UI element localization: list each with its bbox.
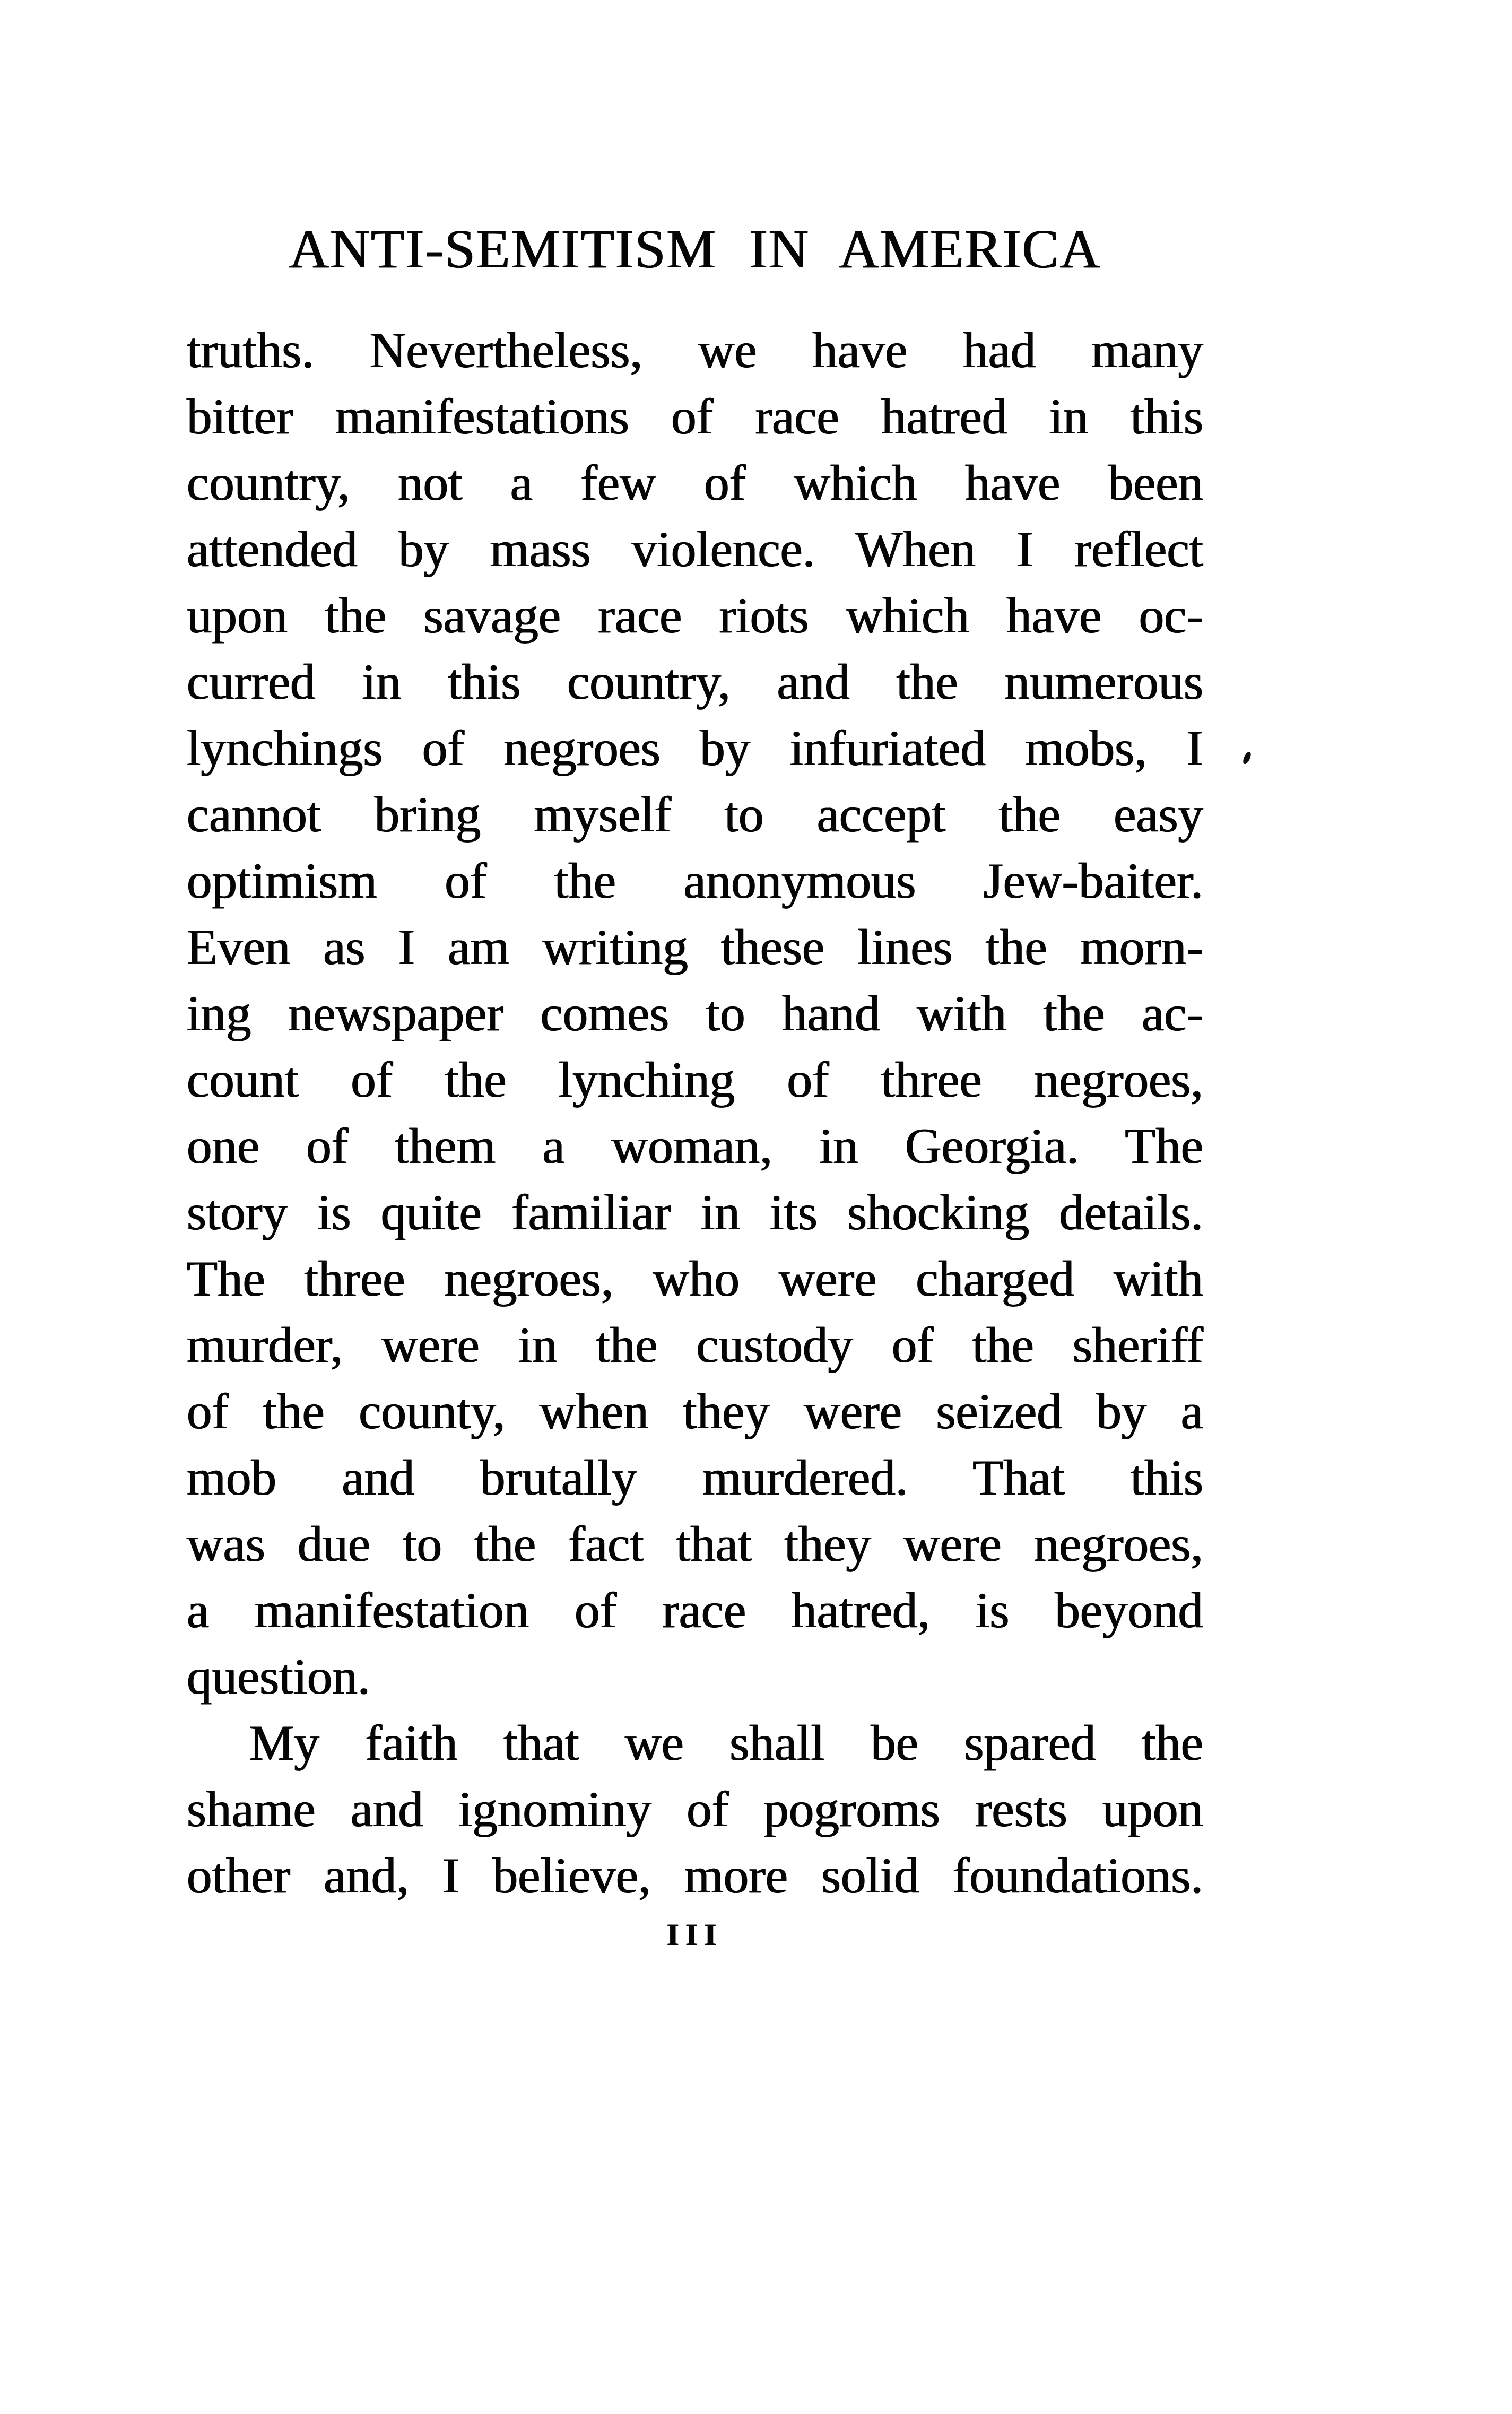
text-line: murder, were in the custody of the sheriff [187,1317,1203,1373]
text-line: one of them a woman, in Georgia. The [187,1118,1203,1174]
text-line: of the county, when they were seized by a [187,1383,1203,1439]
body-text-block [187,317,1203,1909]
text-line-paragraph-end: question. [187,1648,370,1705]
page-number: III [667,1917,723,1952]
text-line: shame and ignominy of pogroms rests upon [187,1781,1203,1837]
text-line: a manifestation of race hatred, is beyond [187,1582,1203,1638]
text-line: was due to the fact that they were negroes, [187,1516,1203,1572]
text-line: lynchings of negroes by infuriated mobs, I [187,720,1203,776]
ink-speck [1241,751,1252,765]
text-line: truths. Nevertheless, we have had many [187,322,1203,378]
text-line: story is quite familiar in its shocking details. [187,1184,1203,1240]
text-line: optimism of the anonymous Jew-baiter. [187,853,1203,909]
text-line: curred in this country, and the numerous [187,654,1203,710]
text-line-paragraph-start: My faith that we shall be spared the [249,1715,1203,1771]
text-line: attended by mass violence. When I reflect [187,521,1203,577]
text-line: cannot bring myself to accept the easy [187,786,1203,843]
text-line: ing newspaper comes to hand with the ac- [187,985,1203,1041]
text-line: bitter manifestations of race hatred in this [187,388,1203,445]
text-line: The three negroes, who were charged with [187,1251,1203,1307]
text-line: country, not a few of which have been [187,455,1203,511]
text-line: count of the lynching of three negroes, [187,1052,1203,1108]
text-line: upon the savage race riots which have oc- [187,587,1203,644]
text-line: Even as I am writing these lines the morn- [187,919,1203,975]
text-line: other and, I believe, more solid foundations. [187,1847,1203,1904]
page-title: ANTI-SEMITISM IN AMERICA [289,219,1101,280]
text-line: mob and brutally murdered. That this [187,1449,1203,1506]
